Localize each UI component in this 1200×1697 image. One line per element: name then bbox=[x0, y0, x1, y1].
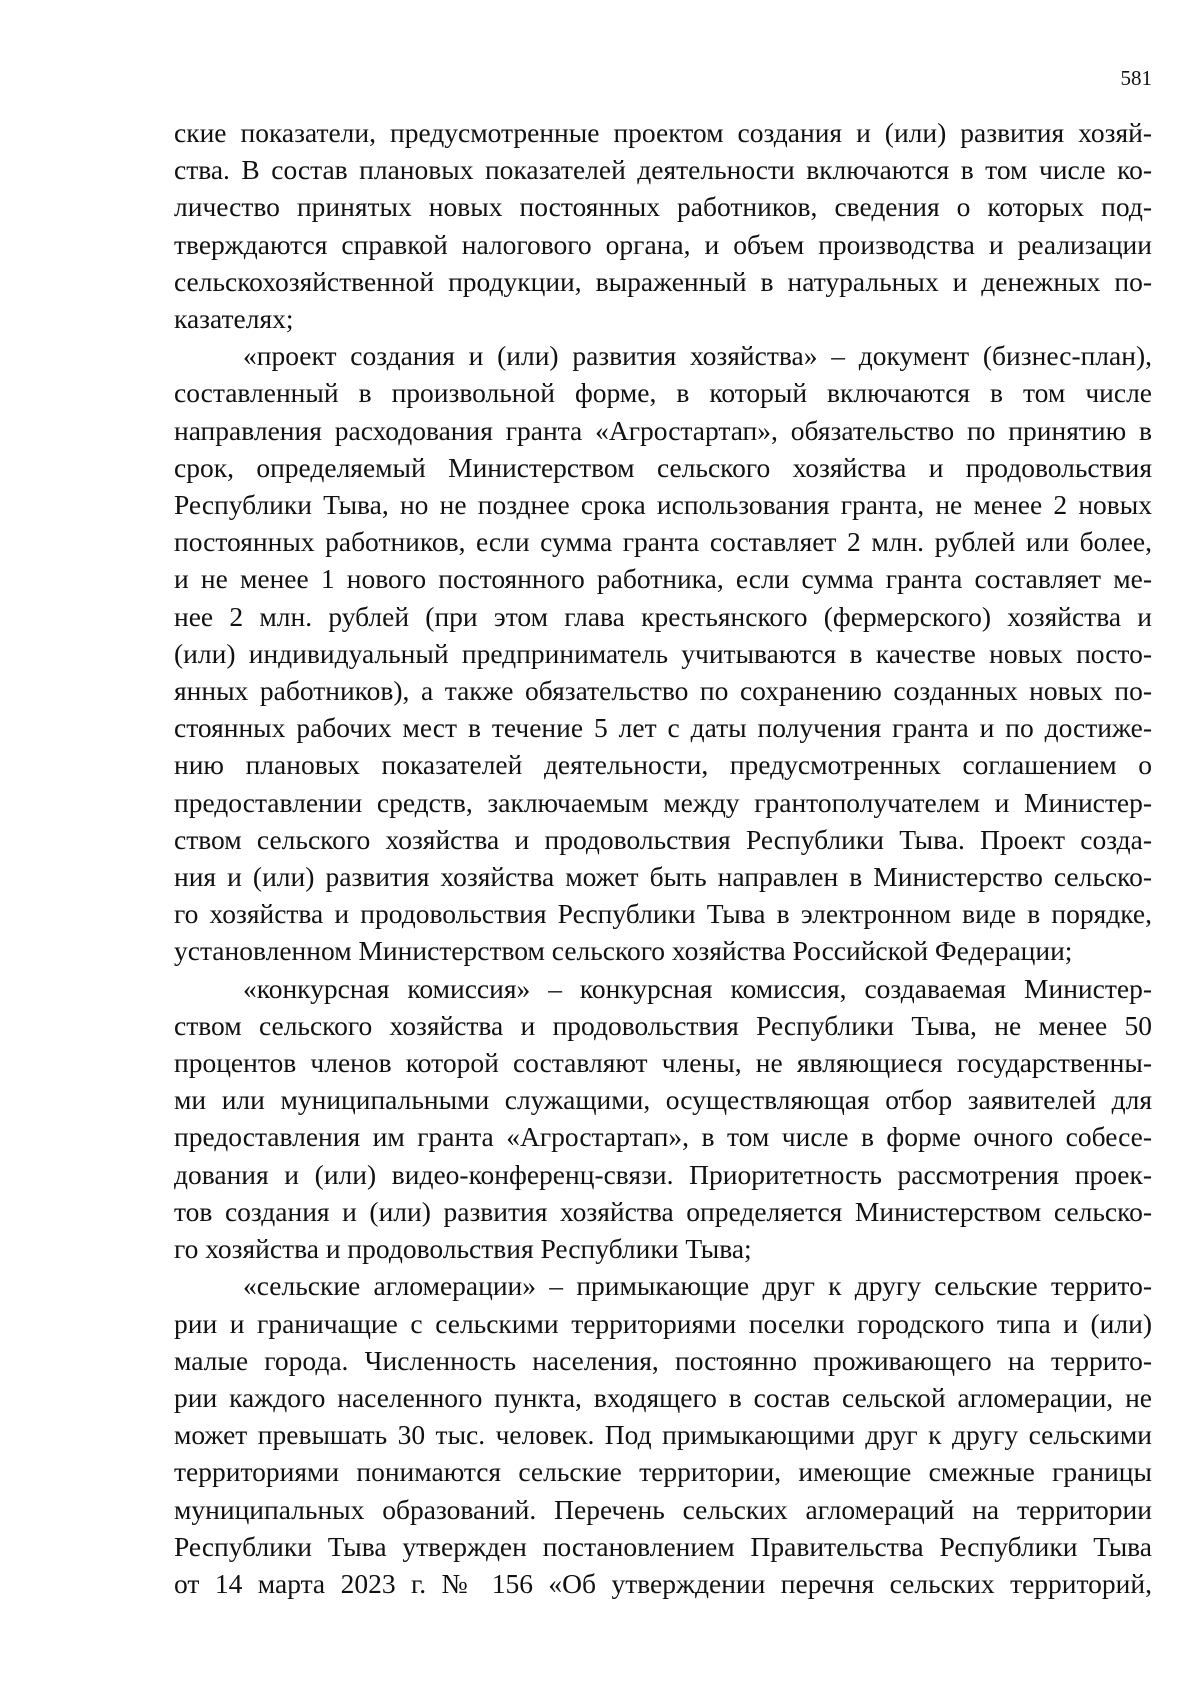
text-line: го хозяйства и продовольствия Республики Тыва в электронном виде в порядке, bbox=[174, 898, 1152, 930]
text-line: казателях; bbox=[174, 303, 294, 335]
text-line: рии каждого населенного пункта, входящего в состав сельской агломерации, не bbox=[174, 1381, 1152, 1413]
text-line: территориями понимаются сельские территории, имеющие смежные границы bbox=[174, 1456, 1152, 1488]
text-line: «конкурсная комиссия» – конкурсная комиссия, создаваемая Министер- bbox=[243, 972, 1152, 1004]
paragraph bbox=[174, 1267, 1152, 1602]
text-line: предоставлении средств, заключаемым между грантополучателем и Министер- bbox=[174, 786, 1152, 818]
text-line: стоянных рабочих мест в течение 5 лет с даты получения гранта и по достиже- bbox=[174, 712, 1152, 744]
text-line: «сельские агломерации» – примыкающие друг к другу сельские террито- bbox=[243, 1270, 1152, 1302]
text-line: установленном Министерством сельского хозяйства Российской Федерации; bbox=[174, 935, 1073, 967]
text-line: ством сельского хозяйства и продовольствия Республики Тыва. Проект созда- bbox=[174, 823, 1152, 855]
text-line: малые города. Численность населения, постоянно проживающего на террито- bbox=[174, 1344, 1152, 1376]
text-line: направления расходования гранта «Агростартап», обязательство по принятию в bbox=[174, 414, 1152, 446]
text-line: ства. В состав плановых показателей деятельности включаются в том числе ко- bbox=[174, 154, 1152, 186]
text-line: и не менее 1 нового постоянного работника, если сумма гранта составляет ме- bbox=[174, 563, 1152, 595]
paragraph bbox=[174, 970, 1152, 1268]
text-line: предоставления им гранта «Агростартап», в том числе в форме очного собесе- bbox=[174, 1121, 1152, 1153]
text-line: тов создания и (или) развития хозяйства определяется Министерством сельско- bbox=[174, 1195, 1152, 1227]
text-line: составленный в произвольной форме, в который включаются в том числе bbox=[174, 377, 1152, 409]
text-line: ством сельского хозяйства и продовольствия Республики Тыва, не менее 50 bbox=[174, 1009, 1152, 1041]
page-number: 581 bbox=[1120, 66, 1152, 90]
text-line: рии и граничащие с сельскими территориями поселки городского типа и (или) bbox=[174, 1307, 1152, 1339]
text-line: Республики Тыва утвержден постановлением Правительства Республики Тыва bbox=[174, 1530, 1152, 1562]
text-line: дования и (или) видео-конференц-связи. Приоритетность рассмотрения проек- bbox=[174, 1158, 1152, 1190]
text-line: нию плановых показателей деятельности, предусмотренных соглашением о bbox=[174, 749, 1152, 781]
text-line: процентов членов которой составляют члены, не являющиеся государственны- bbox=[174, 1047, 1152, 1079]
text-line: муниципальных образований. Перечень сельских агломераций на территории bbox=[174, 1493, 1152, 1525]
document-body bbox=[174, 114, 1152, 1602]
text-line: срок, определяемый Министерством сельского хозяйства и продовольствия bbox=[174, 451, 1152, 483]
text-line: Республики Тыва, но не позднее срока использования гранта, не менее 2 новых bbox=[174, 489, 1152, 521]
text-line: го хозяйства и продовольствия Республики Тыва; bbox=[174, 1233, 752, 1265]
text-line: может превышать 30 тыс. человек. Под примыкающими друг к другу сельскими bbox=[174, 1419, 1152, 1451]
text-line: сельскохозяйственной продукции, выраженный в натуральных и денежных по- bbox=[174, 265, 1152, 297]
text-line: ния и (или) развития хозяйства может быть направлен в Министерство сельско- bbox=[174, 861, 1152, 893]
text-line: «проект создания и (или) развития хозяйства» – документ (бизнес-план), bbox=[243, 340, 1152, 372]
text-line: личество принятых новых постоянных работников, сведения о которых под- bbox=[174, 191, 1152, 223]
text-line: (или) индивидуальный предприниматель учитываются в качестве новых посто- bbox=[174, 637, 1152, 669]
paragraph bbox=[174, 114, 1152, 337]
text-line: тверждаются справкой налогового органа, и объем производства и реализации bbox=[174, 228, 1152, 260]
text-line: от 14 марта 2023 г. № 156 «Об утверждении перечня сельских территорий, bbox=[174, 1567, 1152, 1599]
text-line: янных работников), а также обязательство по сохранению созданных новых по- bbox=[174, 675, 1152, 707]
text-line: постоянных работников, если сумма гранта составляет 2 млн. рублей или более, bbox=[174, 526, 1152, 558]
text-line: нее 2 млн. рублей (при этом глава крестьянского (фермерского) хозяйства и bbox=[174, 600, 1152, 632]
text-line: ми или муниципальными служащими, осуществляющая отбор заявителей для bbox=[174, 1084, 1152, 1116]
text-line: ские показатели, предусмотренные проектом создания и (или) развития хозяй- bbox=[174, 117, 1152, 148]
paragraph bbox=[174, 337, 1152, 969]
